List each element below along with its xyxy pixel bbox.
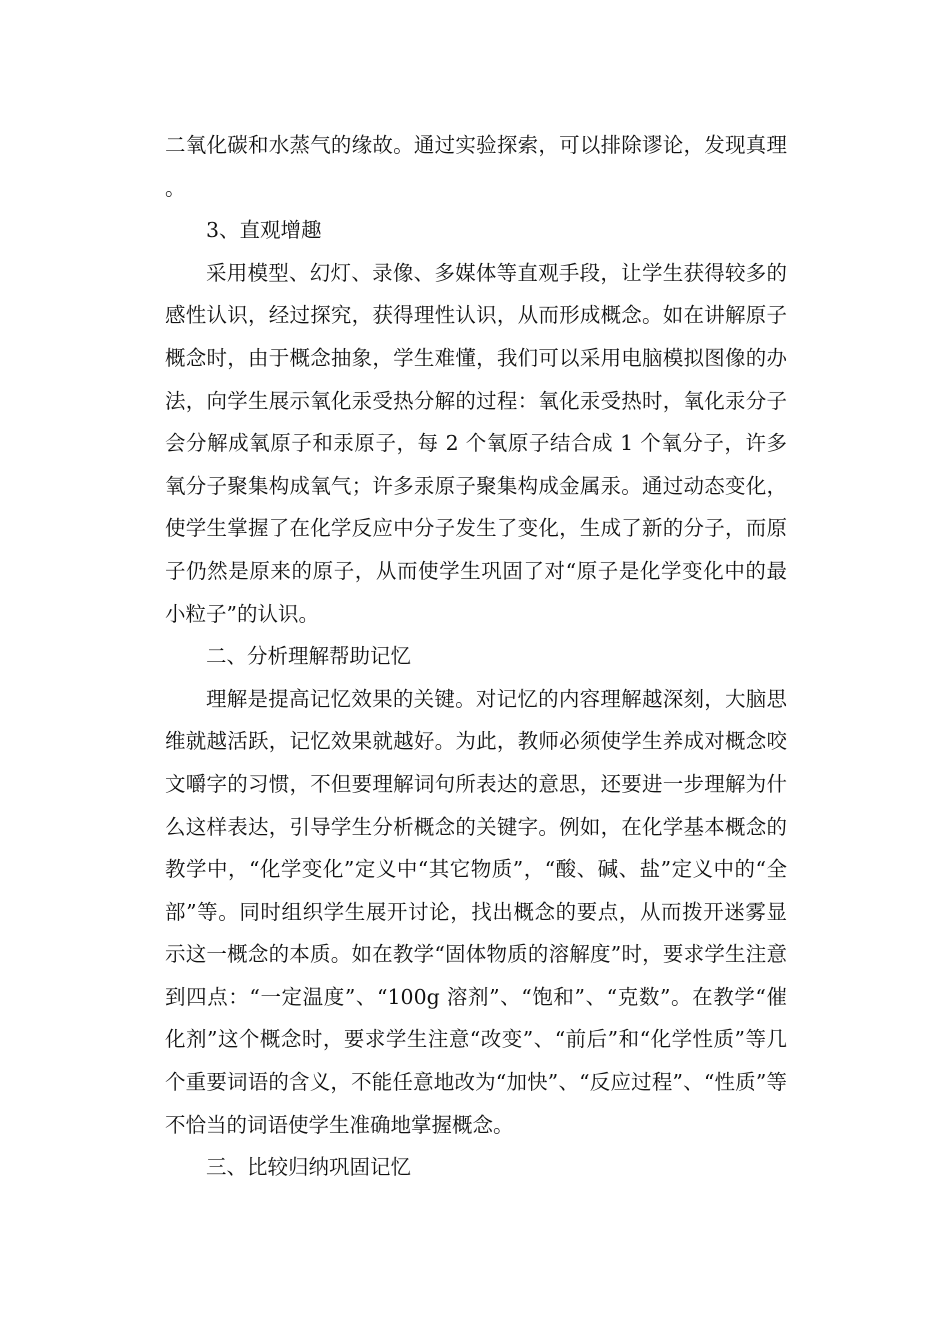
document-page <box>165 124 787 1189</box>
section-heading-intuitive: 3、直观增趣 <box>206 218 322 243</box>
section-heading-analysis-memory: 二、分析理解帮助记忆 <box>206 644 411 669</box>
paragraph-continuation: 二氧化碳和水蒸气的缘故。通过实验探索，可以排除谬论，发现真理。 <box>165 133 787 200</box>
paragraph-intuitive-methods: 采用模型、幻灯、录像、多媒体等直观手段，让学生获得较多的感性认识，经过探究，获得理性认识，从而形成概念。如在讲解原子概念时，由于概念抽象，学生难懂，我们可以采用电脑模拟图像的办法，向学生展示氧化汞受热分解的过程：氧化汞受热时，氧化汞分子会分解成氧原子和汞原子，每 2 个氧原子结合成 1 个氧分子，许多氧分子聚集构成氧气；许多汞原子聚集构成金属汞。通过动态变化，使学生掌握了在化学反应中分子发生了变化，生成了新的分子，而原子仍然是原来的原子，从而使学生巩固了对“原子是化学变化中的最小粒子”的认识。 <box>165 260 787 626</box>
paragraph-analysis-memory: 理解是提高记忆效果的关键。对记忆的内容理解越深刻，大脑思维就越活跃，记忆效果就越好。为此，教师必须使学生养成对概念咬文嚼字的习惯，不但要理解词句所表达的意思，还要进一步理解为什么这样表达，引导学生分析概念的关键字。例如，在化学基本概念的教学中，“化学变化”定义中“其它物质”，“酸、碱、盐”定义中的“全部”等。同时组织学生展开讨论，找出概念的要点，从而拨开迷雾显示这一概念的本质。如在教学“固体物质的溶解度”时，要求学生注意到四点：“一定温度”、“100g 溶剂”、“饱和”、“克数”。在教学“催化剂”这个概念时，要求学生注意“改变”、“前后”和“化学性质”等几个重要词语的含义，不能任意地改为“加快”、“反应过程”、“性质”等不恰当的词语使学生准确地掌握概念。 <box>165 686 787 1137</box>
section-heading-compare-summarize: 三、比较归纳巩固记忆 <box>206 1155 411 1180</box>
